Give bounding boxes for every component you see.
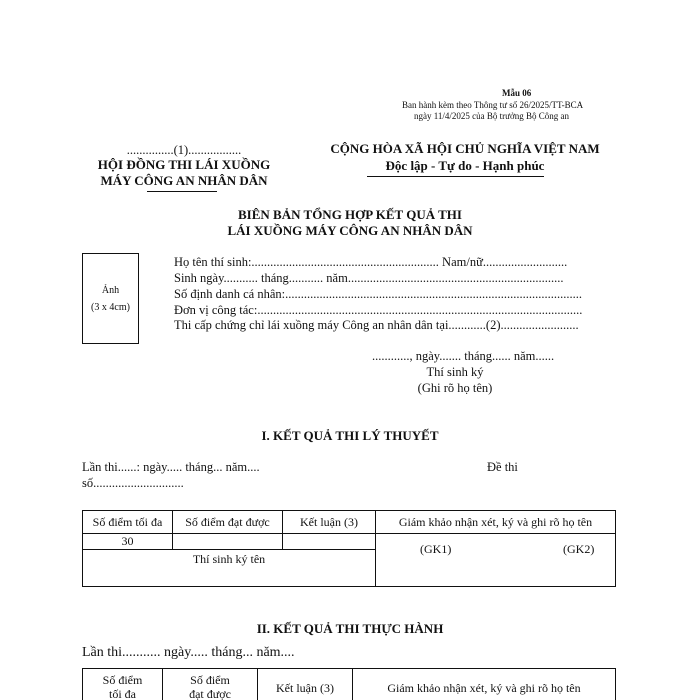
theory-result-table: [82, 510, 616, 587]
candidate-id-line: Số định danh cá nhân:...............................................................................................: [174, 287, 582, 301]
practice-col-score-line-1: Số điểm: [190, 673, 230, 687]
theory-score-cell: [173, 534, 283, 550]
photo-size: (3 x 4cm): [91, 302, 130, 313]
theory-examiner-cell: [376, 534, 616, 587]
motto: Độc lập - Tự do - Hạnh phúc: [385, 158, 545, 173]
theory-candidate-sign: Thí sinh ký tên: [83, 550, 376, 587]
practice-col-conclusion: Kết luận (3): [258, 669, 353, 700]
photo-label: Ảnh: [101, 285, 120, 296]
practice-col-score: [163, 669, 258, 700]
section-1-attempt: Lần thi......: ngày..... tháng... năm....: [82, 460, 260, 474]
theory-col-examiner: Giám khảo nhận xét, ký và ghi rõ họ tên: [376, 511, 616, 534]
candidate-dob-line: Sinh ngày........... tháng........... năm.....................................................................: [174, 271, 564, 285]
candidate-sign-label: Thí sinh ký: [426, 365, 484, 379]
theory-conclusion-cell: [283, 534, 376, 550]
practice-col-score-line-2: đạt được: [189, 687, 231, 700]
candidate-sign-note: (Ghi rõ họ tên): [417, 381, 493, 395]
section-2-attempt: Lần thi........... ngày..... tháng... năm....: [82, 645, 295, 660]
theory-col-max: Số điểm tối đa: [83, 511, 173, 534]
practice-col-examiner: Giám khảo nhận xét, ký và ghi rõ họ tên: [353, 669, 616, 700]
org-line-1: HỘI ĐỒNG THI LÁI XUỒNG: [97, 157, 271, 172]
section-2-heading: II. KẾT QUẢ THI THỰC HÀNH: [256, 621, 444, 636]
theory-col-conclusion: Kết luận (3): [283, 511, 376, 534]
org-placeholder: ...............(1).................: [126, 143, 242, 157]
theory-col-score: Số điểm đạt được: [173, 511, 283, 534]
practice-col-max: [83, 669, 163, 700]
candidate-unit-line: Đơn vị công tác:........................................................................................................: [174, 303, 583, 317]
issued-line-2: ngày 11/4/2025 của Bộ trưởng Bộ Công an: [414, 111, 570, 121]
nation-title: CỘNG HÒA XÃ HỘI CHỦ NGHĨA VIỆT NAM: [330, 141, 600, 156]
document-title-2: LÁI XUỒNG MÁY CÔNG AN NHÂN DÂN: [227, 223, 473, 238]
practice-result-table: [82, 668, 616, 700]
candidate-name-line: Họ tên thí sinh:............................................................ Nam/nữ...........................: [174, 255, 568, 269]
theory-max-score: 30: [83, 534, 173, 550]
section-1-exam-number: số.............................: [82, 476, 184, 490]
issued-line-1: Ban hành kèm theo Thông tư số 26/2025/TT-BCA: [402, 100, 584, 110]
section-1-heading: I. KẾT QUẢ THI LÝ THUYẾT: [261, 428, 439, 443]
motto-underline: [367, 176, 544, 177]
form-number: Mẫu 06: [502, 88, 532, 98]
photo-placeholder: [82, 253, 139, 344]
practice-col-max-line-1: Số điểm: [102, 673, 143, 687]
document-title-1: BIÊN BẢN TỔNG HỢP KẾT QUẢ THI: [238, 207, 462, 222]
section-1-exam-label: Đề thi: [487, 460, 518, 474]
candidate-date-line: ............, ngày....... tháng...... năm......: [372, 349, 555, 363]
org-underline: [147, 191, 217, 192]
examiner-1-label: (GK1): [420, 542, 452, 556]
org-line-2: MÁY CÔNG AN NHÂN DÂN: [100, 173, 268, 188]
candidate-exam-line: Thi cấp chứng chỉ lái xuồng máy Công an nhân dân tại............(2).........................: [174, 318, 579, 332]
examiner-2-label: (GK2): [563, 542, 595, 556]
practice-col-max-line-2: tối đa: [109, 687, 136, 700]
